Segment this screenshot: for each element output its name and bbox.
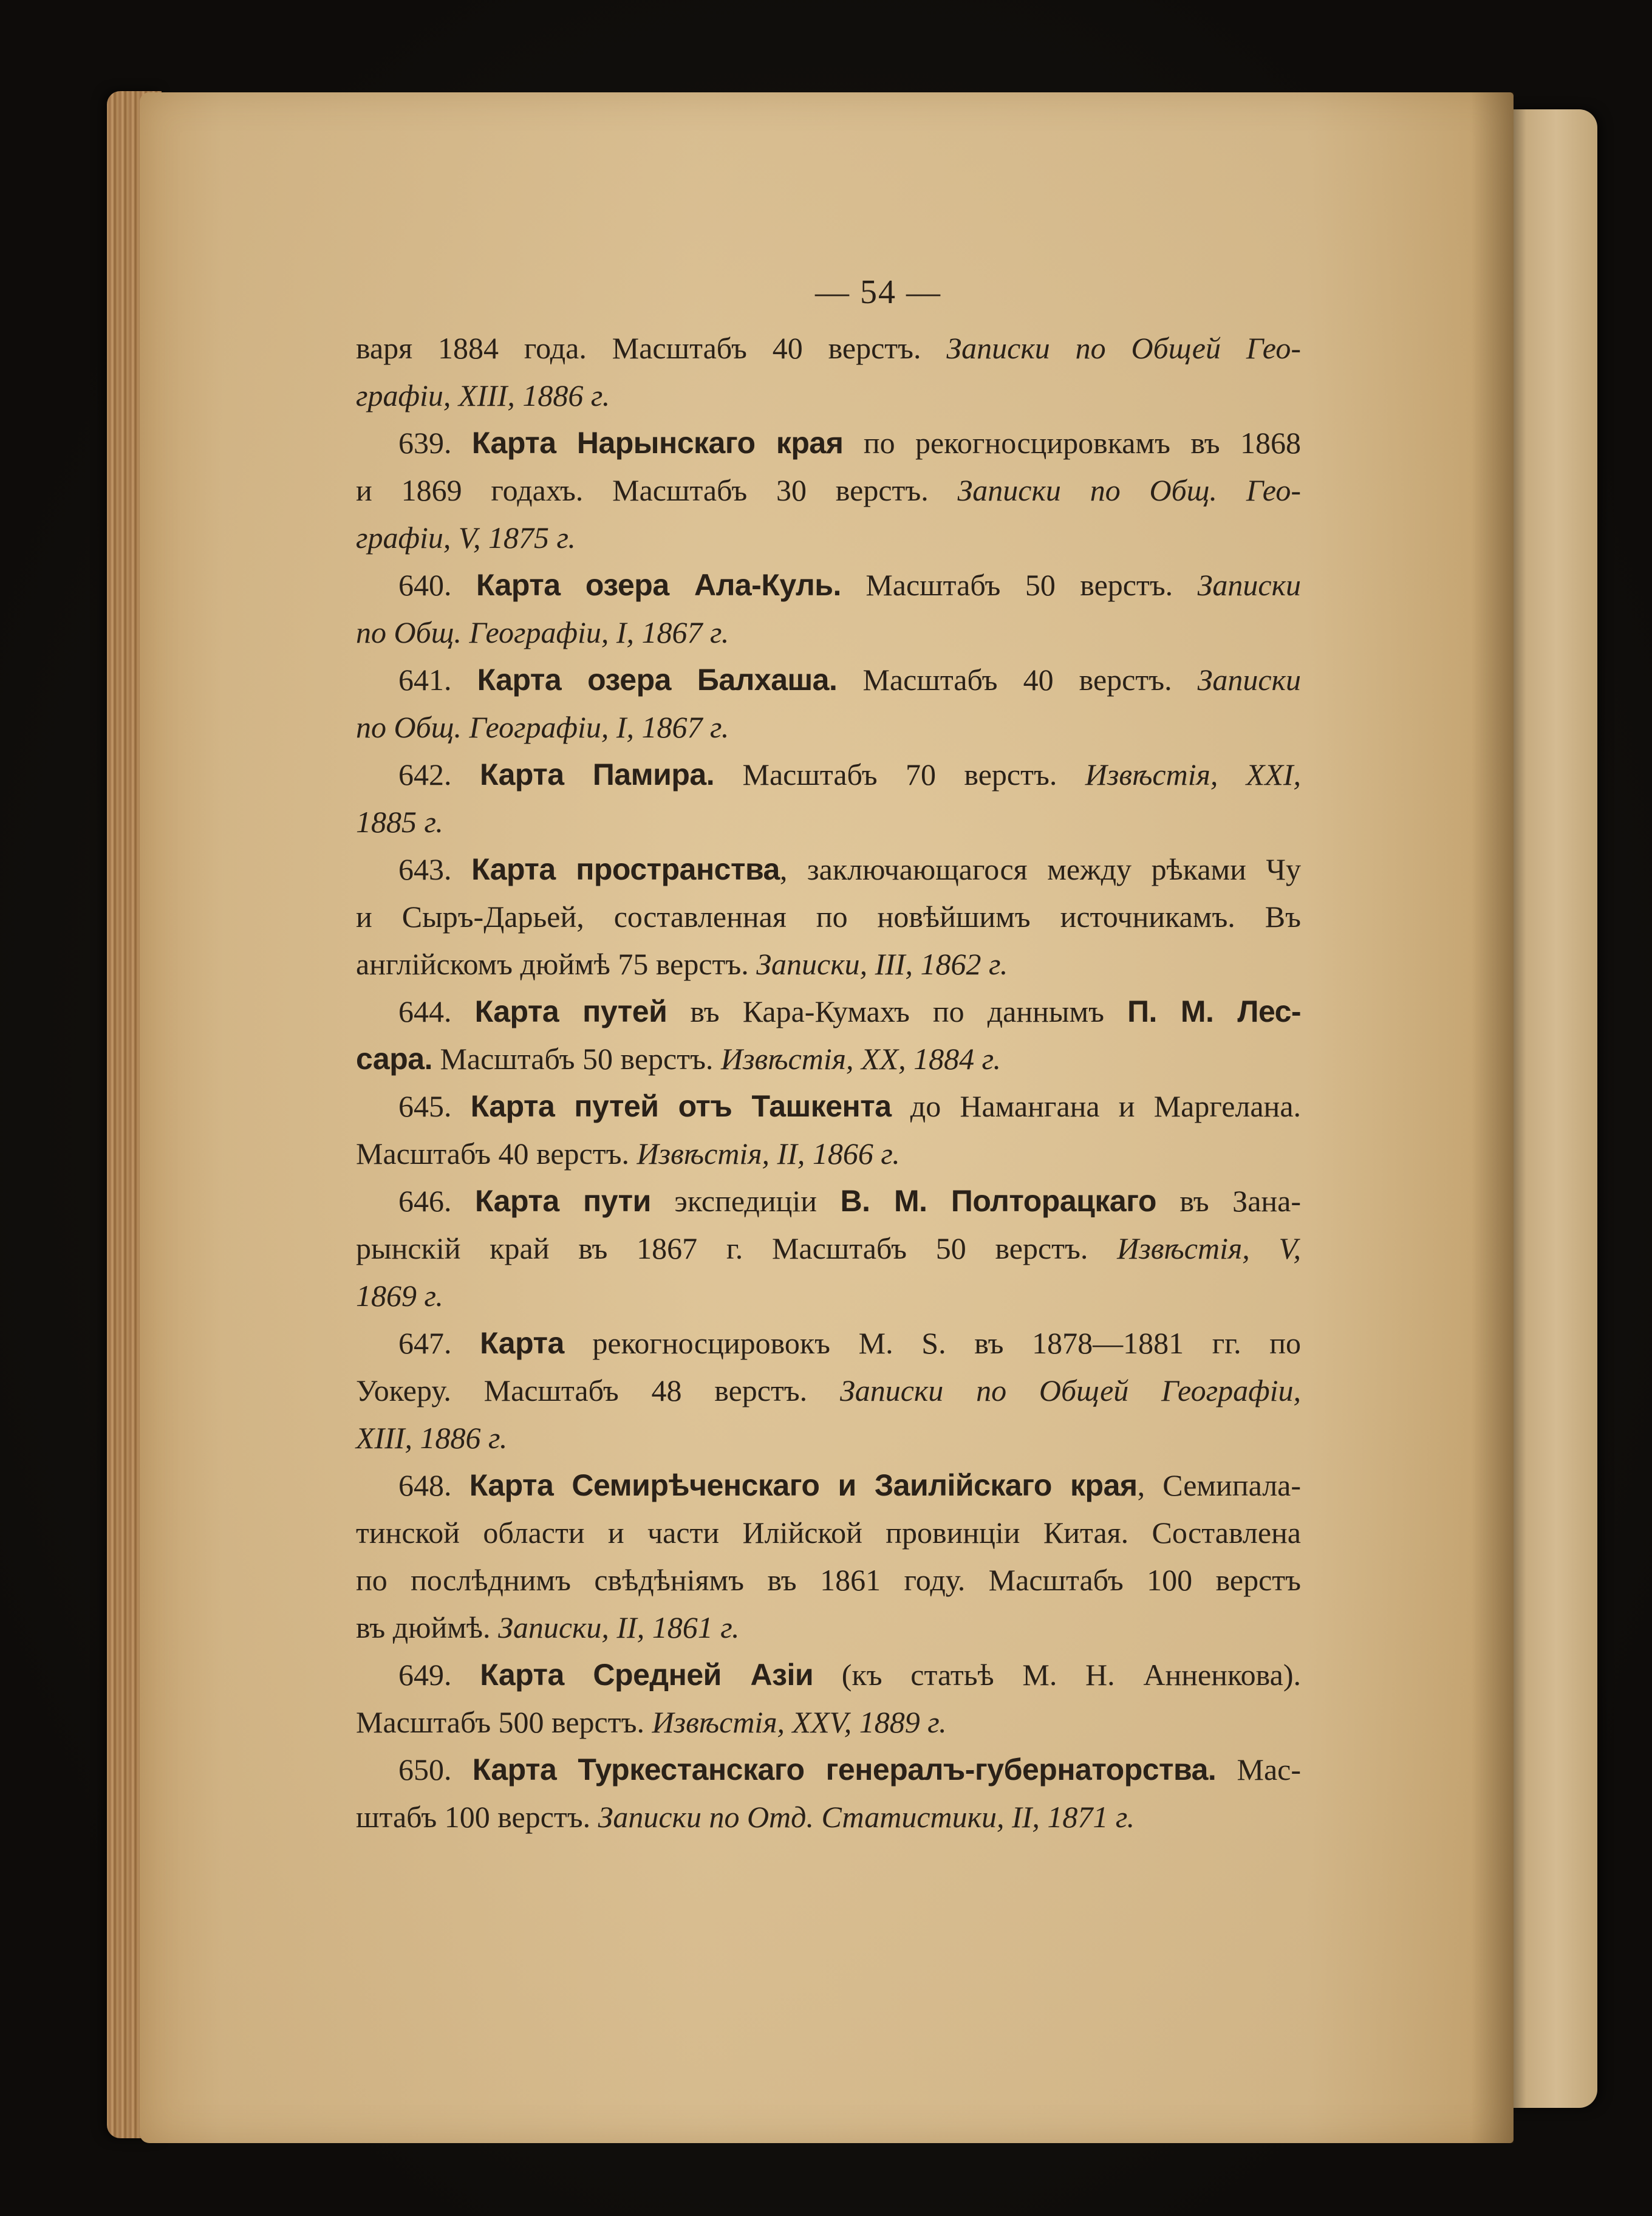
body-text: (къ статьѣ М. Н. Анненкова). <box>813 1658 1301 1692</box>
bold-title-text: Карта Средней Азіи <box>480 1658 814 1692</box>
body-text: 644. <box>398 994 475 1028</box>
italic-source-text: Извѣстія, II, 1866 г. <box>637 1137 900 1171</box>
entry-line <box>356 1651 1437 1698</box>
entry-line <box>356 846 1437 893</box>
body-text: варя 1884 года. Масштабъ 40 верстъ. <box>356 331 947 365</box>
body-text: и Сыръ-Дарьей, составленная по новѣйшимъ источникамъ. Въ <box>356 900 1302 934</box>
entry-line <box>356 1272 1437 1319</box>
entry-line <box>356 1177 1437 1225</box>
entry-line <box>356 1462 1437 1509</box>
bold-title-text: Карта <box>480 1326 564 1360</box>
entry-line <box>356 703 1437 751</box>
bold-title-text: сара. <box>356 1042 432 1076</box>
body-text: Уокеру. Масштабъ 48 верстъ. <box>356 1373 840 1407</box>
body-text: Масштабъ 500 верстъ. <box>356 1705 652 1739</box>
body-text: въ Кара-Кумахъ по даннымъ <box>667 994 1128 1028</box>
body-text: въ дюймѣ. <box>356 1610 499 1644</box>
bold-title-text: П. М. Лес- <box>1127 994 1302 1028</box>
entry-641 <box>356 656 1437 751</box>
body-text: экспедиціи <box>650 1184 841 1218</box>
entry-649 <box>356 1651 1437 1746</box>
italic-source-text: Извѣстія, V, <box>1117 1231 1302 1265</box>
bold-title-text: Карта пути <box>475 1184 651 1218</box>
italic-source-text: графіи, XIII, 1886 г. <box>356 378 610 412</box>
body-text: 642. <box>398 757 480 792</box>
italic-source-text: 1885 г. <box>356 805 443 839</box>
italic-source-text: Записки по Общей Гео- <box>946 331 1301 365</box>
italic-source-text: Извѣстія, XXV, 1889 г. <box>652 1705 947 1739</box>
entry-line <box>356 1746 1437 1793</box>
entry-line <box>356 1225 1437 1272</box>
entry-line <box>356 1793 1437 1841</box>
page-text <box>356 268 1437 1841</box>
italic-source-text: графіи, V, 1875 г. <box>356 521 576 555</box>
italic-source-text: Записки <box>1197 568 1301 602</box>
body-text: англійскомъ дюймѣ 75 верстъ. <box>356 947 757 981</box>
facing-page-edge <box>1506 109 1597 2108</box>
body-text: 643. <box>398 852 472 886</box>
page-number: — 54 — <box>815 273 941 311</box>
entry-line <box>356 1319 1437 1367</box>
bibliography-entries <box>356 324 1437 1841</box>
bold-title-text: Карта путей <box>474 994 667 1028</box>
italic-source-text: Извѣстія, XX, 1884 г. <box>720 1042 1001 1076</box>
italic-source-text: Записки по Общей Географіи, <box>839 1373 1301 1407</box>
body-text: въ Зана- <box>1156 1184 1302 1218</box>
bold-title-text: Карта Нарынскаго края <box>471 426 844 460</box>
entry-line <box>356 419 1437 467</box>
book-page <box>140 92 1514 2143</box>
entry-line <box>356 467 1437 514</box>
italic-source-text: 1869 г. <box>356 1279 443 1313</box>
bold-title-text: Карта Туркестанскаго генералъ-губернаторства. <box>472 1753 1217 1787</box>
body-text: 650. <box>398 1753 473 1787</box>
entry-line <box>356 1082 1437 1130</box>
entry-line <box>356 561 1437 609</box>
entry-647 <box>356 1319 1437 1462</box>
bold-title-text: Карта Семирѣченскаго и Заилійскаго края <box>469 1468 1138 1502</box>
entry-643 <box>356 846 1437 988</box>
body-text: рекогносцировокъ М. S. въ 1878—1881 гг. по <box>564 1326 1302 1360</box>
bold-title-text: В. М. Полторацкаго <box>840 1184 1156 1218</box>
body-text: по рекогносцировкамъ въ 1868 <box>843 426 1302 460</box>
entry-642 <box>356 751 1437 846</box>
body-text: , заключающагося между рѣками Чу <box>779 852 1302 886</box>
entry-644 <box>356 988 1437 1082</box>
body-text: , Семипала- <box>1137 1468 1302 1502</box>
entry-line <box>356 1367 1437 1414</box>
entry-650 <box>356 1746 1437 1841</box>
italic-source-text: по Общ. Географіи, I, 1867 г. <box>356 710 729 744</box>
bold-title-text: Карта озера Ала-Куль. <box>476 568 841 602</box>
bold-title-text: Карта Памира. <box>479 757 715 792</box>
body-text: тинской области и части Илійской провинціи Китая. Составлена <box>356 1516 1301 1550</box>
entry-line <box>356 798 1437 846</box>
bold-title-text: Карта пространства <box>471 852 780 886</box>
italic-source-text: по Общ. Географіи, I, 1867 г. <box>356 615 729 649</box>
entry-cont <box>356 324 1437 419</box>
body-text: 639. <box>398 426 472 460</box>
entry-line <box>356 1604 1437 1651</box>
italic-source-text: Извѣстія, XXI, <box>1085 757 1302 792</box>
body-text: штабъ 100 верстъ. <box>356 1800 598 1834</box>
entry-line <box>356 656 1437 703</box>
entry-line <box>356 893 1437 940</box>
entry-648 <box>356 1462 1437 1651</box>
entry-line <box>356 1556 1437 1604</box>
entry-line <box>356 514 1437 561</box>
entry-640 <box>356 561 1437 656</box>
entry-line <box>356 1035 1437 1082</box>
body-text: Масштабъ 40 верстъ. <box>356 1137 637 1171</box>
entry-line <box>356 751 1437 798</box>
body-text: Мас- <box>1216 1753 1301 1787</box>
body-text: 647. <box>398 1326 480 1360</box>
entry-line <box>356 940 1437 988</box>
body-text: 648. <box>398 1468 469 1502</box>
body-text: 641. <box>398 663 477 697</box>
entry-line <box>356 609 1437 656</box>
italic-source-text: Записки по Отд. Статистики, II, 1871 г. <box>598 1800 1135 1834</box>
body-text: рынскій край въ 1867 г. Масштабъ 50 верстъ. <box>356 1231 1118 1265</box>
entry-646 <box>356 1177 1437 1319</box>
bold-title-text: Карта озера Балхаша. <box>477 663 838 697</box>
body-text: 649. <box>398 1658 480 1692</box>
body-text: 640. <box>398 568 476 602</box>
body-text: и 1869 годахъ. Масштабъ 30 верстъ. <box>356 473 958 507</box>
body-text: Масштабъ 50 верстъ. <box>841 568 1198 602</box>
body-text: Масштабъ 40 верстъ. <box>837 663 1198 697</box>
body-text: Масштабъ 50 верстъ. <box>432 1042 721 1076</box>
entry-645 <box>356 1082 1437 1177</box>
body-text: до Намангана и Маргелана. <box>891 1089 1302 1123</box>
entry-line <box>356 1509 1437 1556</box>
body-text: Масштабъ 70 верстъ. <box>714 757 1085 792</box>
bold-title-text: Карта путей отъ Ташкента <box>470 1089 892 1123</box>
body-text: 646. <box>398 1184 476 1218</box>
entry-639 <box>356 419 1437 561</box>
entry-line <box>356 988 1437 1035</box>
italic-source-text: Записки по Общ. Гео- <box>957 473 1301 507</box>
body-text: по послѣднимъ свѣдѣніямъ въ 1861 году. Масштабъ 100 верстъ <box>356 1563 1301 1597</box>
entry-line <box>356 324 1437 372</box>
body-text: 645. <box>398 1089 471 1123</box>
entry-line <box>356 1414 1437 1462</box>
italic-source-text: Записки, II, 1861 г. <box>498 1610 740 1644</box>
entry-line <box>356 1130 1437 1177</box>
italic-source-text: Записки <box>1197 663 1302 697</box>
entry-line <box>356 372 1437 419</box>
gutter-shadow <box>1471 92 1514 2143</box>
entry-line <box>356 1698 1437 1746</box>
italic-source-text: XIII, 1886 г. <box>356 1421 508 1455</box>
italic-source-text: Записки, III, 1862 г. <box>756 947 1008 981</box>
